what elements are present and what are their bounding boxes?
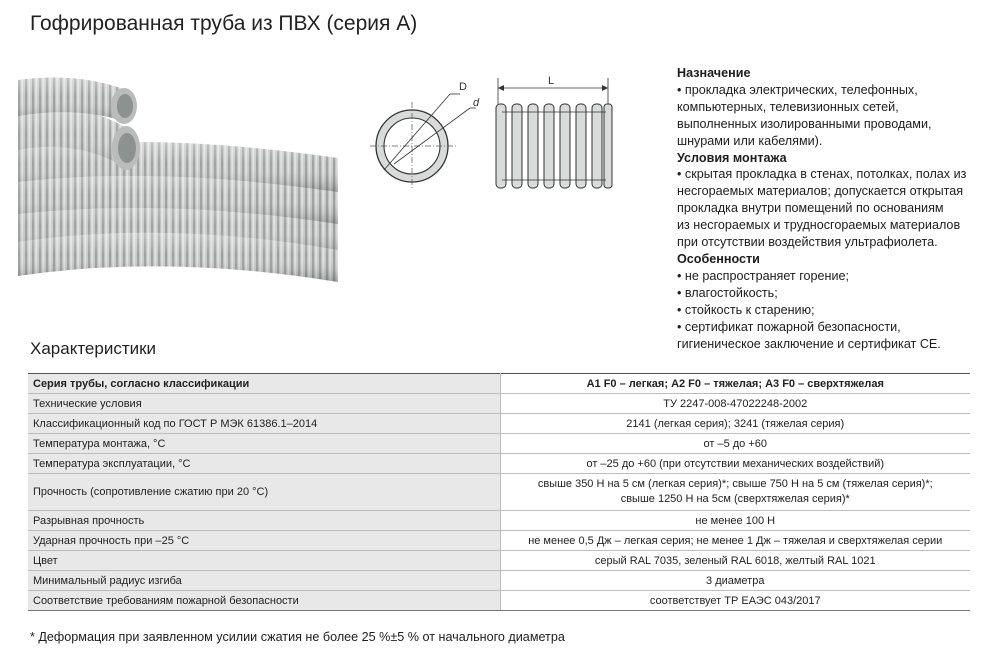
side-view-drawing bbox=[488, 72, 623, 197]
purpose-line: • прокладка электрических, телефонных, bbox=[677, 82, 918, 97]
purpose-line: шнурами или кабелями). bbox=[677, 133, 823, 148]
mounting-line: при отсутствии воздействия ультрафиолета. bbox=[677, 235, 938, 250]
table-key: Цвет bbox=[28, 551, 500, 571]
features-line: • не распространяет горение; bbox=[677, 268, 850, 283]
table-value: 3 диаметра bbox=[500, 571, 970, 591]
table-key: Минимальный радиус изгиба bbox=[28, 571, 500, 591]
purpose-line: компьютерных, телевизионных сетей, bbox=[677, 99, 899, 114]
table-row bbox=[28, 511, 970, 531]
table-key: Ударная прочность при –25 °С bbox=[28, 531, 500, 551]
table-key: Классификационный код по ГОСТ Р МЭК 61386.1–2014 bbox=[28, 414, 500, 434]
table-row bbox=[28, 374, 970, 394]
mounting-line: • скрытая прокладка в стенах, потолках, полах из bbox=[677, 167, 967, 182]
table-value-line: свыше 350 Н на 5 см (легкая серия)*; свыше 750 Н на 5 см (тяжелая серия)*; bbox=[537, 478, 933, 490]
features-line: • влагостойкость; bbox=[677, 285, 778, 300]
features-line: гигиеническое заключение и сертификат CE. bbox=[677, 336, 941, 351]
footnote: * Деформация при заявленном усилии сжатия не более 25 %±5 % от начального диаметра bbox=[30, 630, 565, 644]
mounting-line: прокладка внутри помещений по основаниям bbox=[677, 201, 944, 216]
length-label: L bbox=[548, 75, 555, 87]
mounting-line: из несгораемых и трудносгораемых материалов bbox=[677, 218, 961, 233]
mounting-line: несгораемых материалов; допускается открытая bbox=[677, 184, 964, 199]
product-photo bbox=[18, 70, 338, 285]
features-line: • стойкость к старению; bbox=[677, 302, 815, 317]
table-value bbox=[500, 474, 970, 511]
table-value: не менее 0,5 Дж – легкая серия; не менее 1 Дж – тяжелая и сверхтяжелая серии bbox=[500, 531, 970, 551]
table-key: Разрывная прочность bbox=[28, 511, 500, 531]
table-key: Прочность (сопротивление сжатию при 20 °С) bbox=[28, 474, 500, 511]
table-key: Технические условия bbox=[28, 394, 500, 414]
table-row bbox=[28, 551, 970, 571]
purpose-line: выполненных изолированными проводами, bbox=[677, 116, 932, 131]
features-line: • сертификат пожарной безопасности, bbox=[677, 319, 901, 334]
table-value: не менее 100 Н bbox=[500, 511, 970, 531]
cross-section-drawing bbox=[370, 72, 482, 202]
table-row bbox=[28, 531, 970, 551]
table-value: от –5 до +60 bbox=[500, 434, 970, 454]
mounting-heading: Условия монтажа bbox=[677, 150, 787, 165]
table-value: A1 F0 – легкая; A2 F0 – тяжелая; A3 F0 – сверхтяжелая bbox=[500, 374, 970, 394]
table-value-line: свыше 1250 Н на 5см (сверхтяжелая серия)* bbox=[620, 493, 850, 505]
table-key: Температура эксплуатации, °С bbox=[28, 454, 500, 474]
table-row bbox=[28, 454, 970, 474]
inner-diameter-label: d bbox=[473, 97, 480, 109]
table-value: ТУ 2247-008-47022248-2002 bbox=[500, 394, 970, 414]
table-row bbox=[28, 571, 970, 591]
table-row bbox=[28, 394, 970, 414]
table-row bbox=[28, 414, 970, 434]
table-value: серый RAL 7035, зеленый RAL 6018, желтый RAL 1021 bbox=[500, 551, 970, 571]
page-title: Гофрированная труба из ПВХ (серия А) bbox=[30, 12, 418, 35]
characteristics-table bbox=[28, 373, 970, 611]
table-key: Соответствие требованиям пожарной безопасности bbox=[28, 591, 500, 611]
characteristics-title: Характеристики bbox=[30, 339, 157, 358]
table-key: Температура монтажа, °С bbox=[28, 434, 500, 454]
table-value: 2141 (легкая серия); 3241 (тяжелая серия) bbox=[500, 414, 970, 434]
product-info bbox=[677, 65, 977, 352]
purpose-heading: Назначение bbox=[677, 66, 751, 80]
table-row bbox=[28, 474, 970, 511]
table-row bbox=[28, 591, 970, 611]
table-value: от –25 до +60 (при отсутствии механических воздействий) bbox=[500, 454, 970, 474]
outer-diameter-label: D bbox=[459, 81, 467, 93]
table-row bbox=[28, 434, 970, 454]
table-key: Серия трубы, согласно классификации bbox=[28, 374, 500, 394]
features-heading: Особенности bbox=[677, 251, 760, 266]
table-value: соответствует ТР ЕАЭС 043/2017 bbox=[500, 591, 970, 611]
